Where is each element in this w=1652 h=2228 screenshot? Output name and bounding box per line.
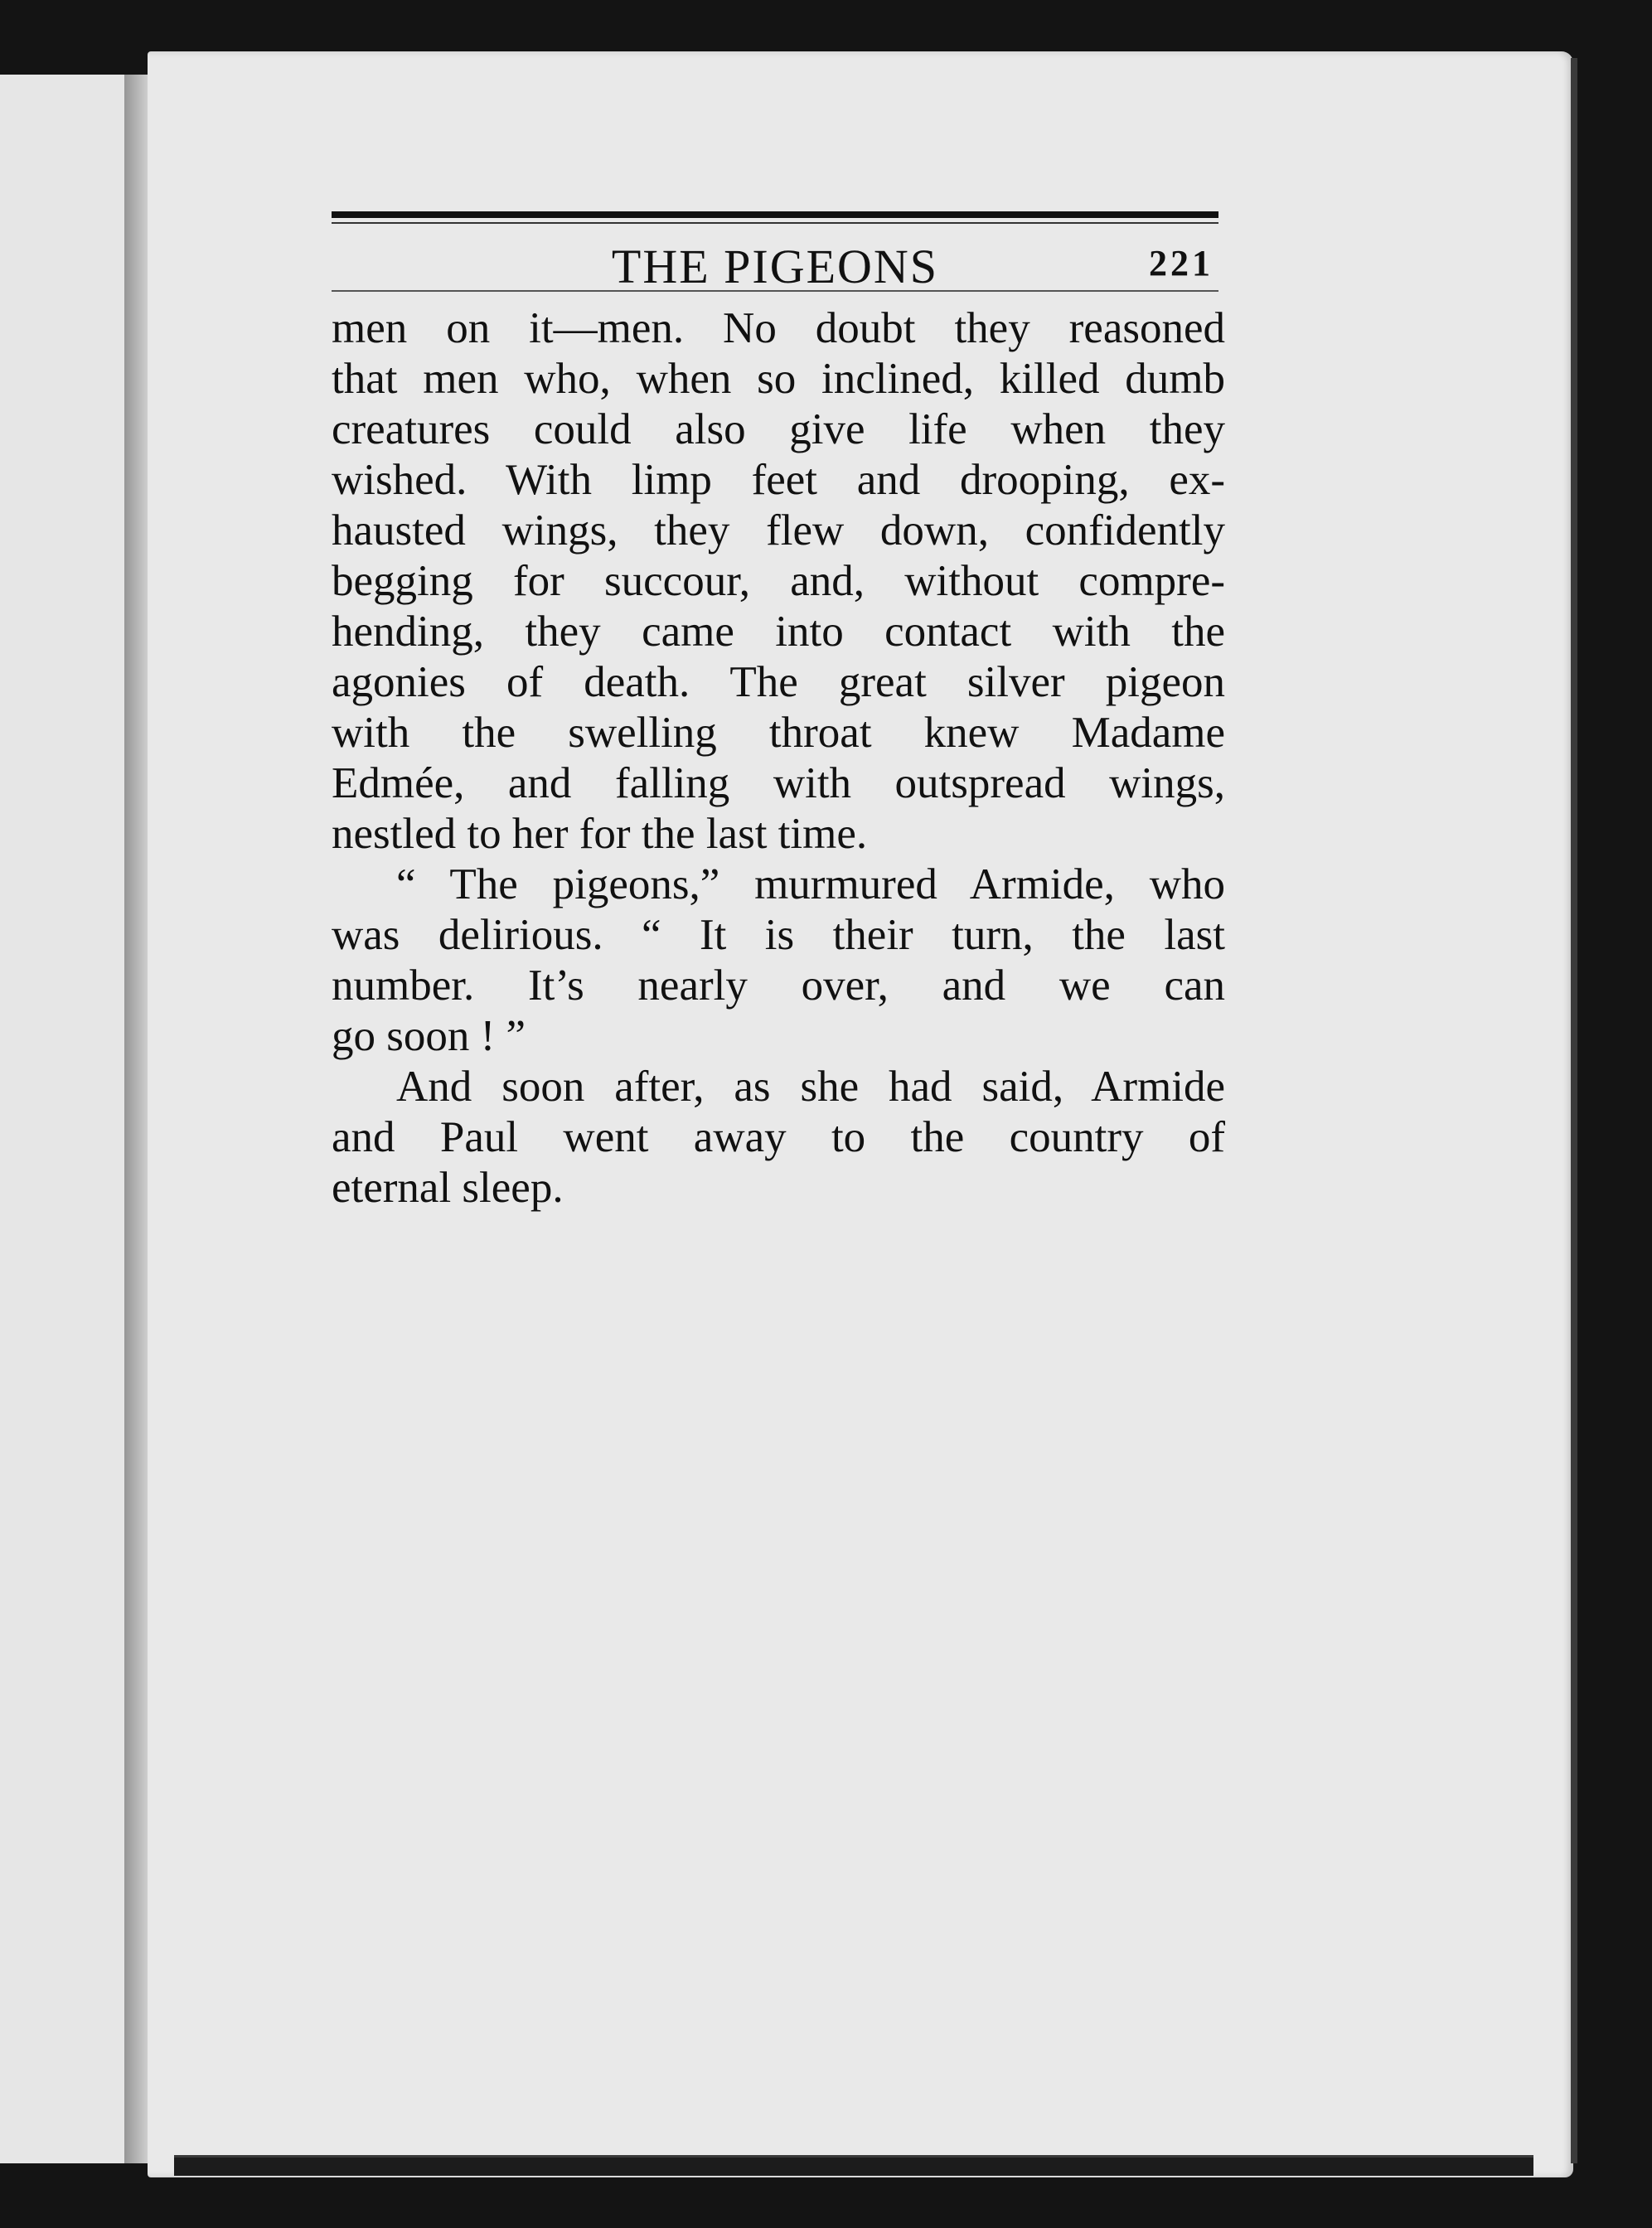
text-line: “ The pigeons,” murmured Armide, who [396, 860, 1225, 908]
running-title: THE PIGEONS [611, 240, 939, 293]
text-line: begging for succour, and, without compre- [332, 557, 1225, 605]
text-line: that men who, when so inclined, killed dumb [332, 355, 1225, 403]
text-line: nestled to her for the last time. [332, 810, 868, 858]
page-number: 221 [1149, 243, 1214, 283]
text-line: hausted wings, they flew down, confidently [332, 506, 1225, 555]
page-fore-edge [1571, 58, 1577, 2163]
text-line: Edmée, and falling with outspread wings, [332, 759, 1225, 807]
body-text [332, 303, 1243, 1213]
text-line: men on it—men. No doubt they reasoned [332, 304, 1225, 352]
text-line: with the swelling throat knew Madame [332, 709, 1225, 757]
text-line: wished. With limp feet and drooping, ex- [332, 456, 1225, 504]
text-line: eternal sleep. [332, 1164, 564, 1212]
running-header [332, 224, 1218, 293]
text-line: And soon after, as she had said, Armide [396, 1063, 1225, 1111]
text-line: go soon ! ” [332, 1012, 526, 1060]
text-line: number. It’s nearly over, and we can [332, 961, 1225, 1010]
text-line: was delirious. “ It is their turn, the last [332, 911, 1225, 959]
text-line: and Paul went away to the country of [332, 1113, 1225, 1161]
header-rule-thick [332, 211, 1218, 218]
page-bottom-edge [174, 2155, 1533, 2176]
text-block [332, 211, 1243, 1213]
text-line: agonies of death. The great silver pigeon [332, 658, 1225, 706]
text-line: hending, they came into contact with the [332, 608, 1225, 656]
text-line: creatures could also give life when they [332, 405, 1225, 453]
